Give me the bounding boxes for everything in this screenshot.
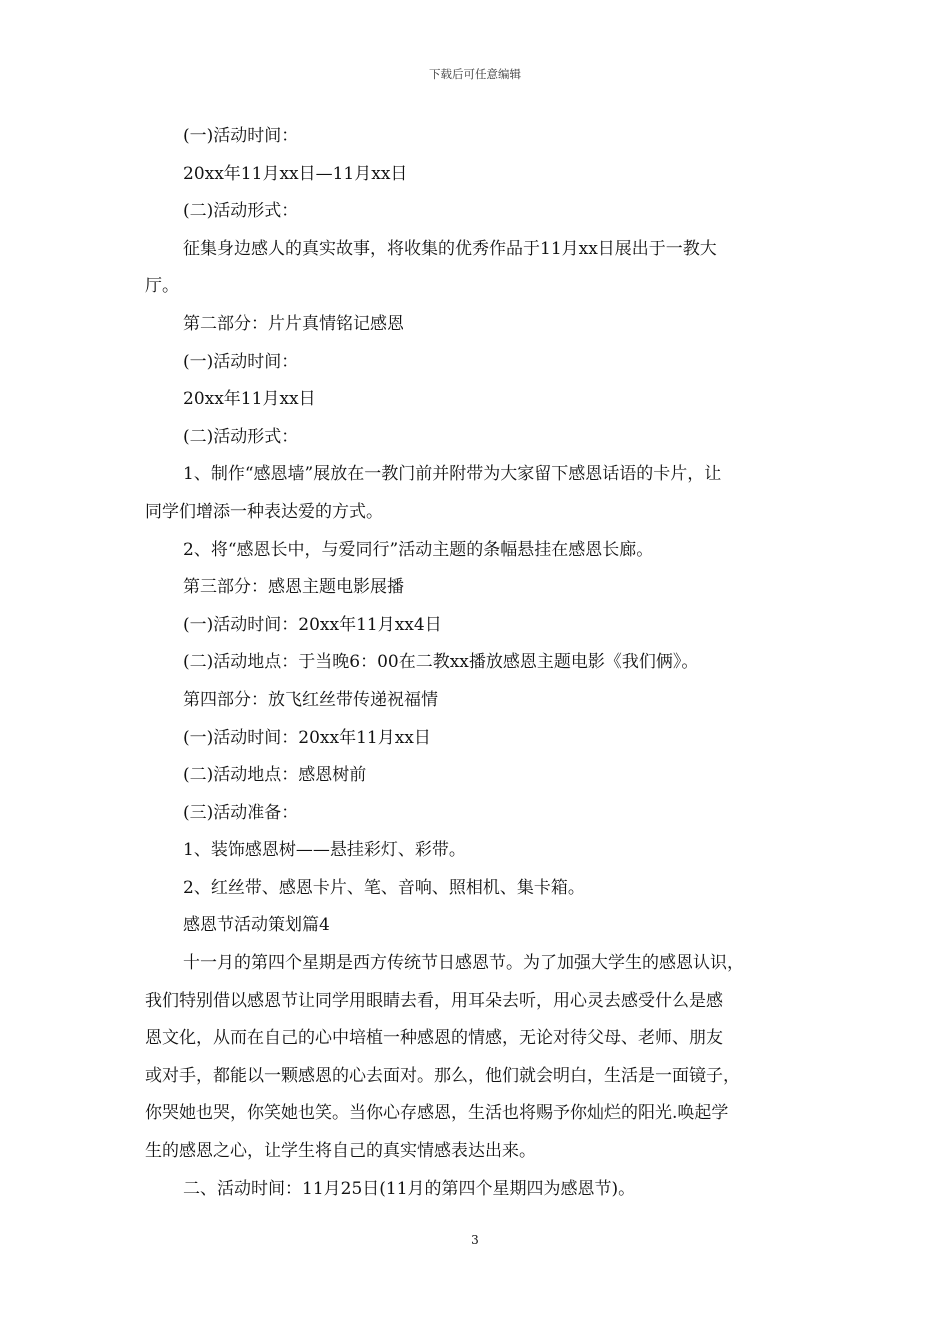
text-line: (二)活动形式： — [183, 426, 299, 447]
text-line: 或对手，都能以一颗感恩的心去面对。那么，他们就会明白，生活是一面镜子， — [145, 1065, 740, 1086]
page-number: 3 — [471, 1233, 479, 1247]
text-line: 同学们增添一种表达爱的方式。 — [145, 501, 383, 522]
section-heading: 第三部分：感恩主题电影展播 — [183, 577, 404, 598]
text-line: 征集身边感人的真实故事，将收集的优秀作品于11月xx日展出于一教大 — [183, 238, 717, 259]
text-line: 1、装饰感恩树——悬挂彩灯、彩带。 — [183, 840, 466, 861]
text-line: 20xx年11月xx日 — [183, 389, 316, 410]
section-heading: 第四部分：放飞红丝带传递祝福情 — [183, 689, 438, 710]
text-line: (一)活动时间：20xx年11月xx4日 — [183, 614, 442, 635]
text-line: 你哭她也哭，你笑她也笑。当你心存感恩，生活也将赐予你灿烂的阳光.唤起学 — [145, 1103, 729, 1124]
text-line: 二、活动时间：11月25日(11月的第四个星期四为感恩节)。 — [183, 1178, 636, 1199]
text-line: 2、将“感恩长中，与爱同行”活动主题的条幅悬挂在感恩长廊。 — [183, 539, 654, 560]
text-line: 2、红丝带、感恩卡片、笔、音响、照相机、集卡箱。 — [183, 877, 585, 898]
document-body — [145, 118, 805, 1208]
text-line: 1、制作“感恩墙”展放在一教门前并附带为大家留下感恩话语的卡片，让 — [183, 464, 722, 485]
text-line: (一)活动时间： — [183, 351, 299, 372]
text-line: 厅。 — [145, 276, 179, 297]
text-line: 20xx年11月xx日—11月xx日 — [183, 163, 408, 184]
section-heading: 感恩节活动策划篇4 — [183, 915, 330, 936]
text-line: (三)活动准备： — [183, 802, 299, 823]
text-line: 我们特别借以感恩节让同学用眼睛去看，用耳朵去听，用心灵去感受什么是感 — [145, 990, 723, 1011]
text-line: 生的感恩之心，让学生将自己的真实情感表达出来。 — [145, 1141, 536, 1162]
text-line: (二)活动地点：于当晚6：00在二教xx播放感恩主题电影《我们俩》。 — [183, 652, 699, 673]
text-line: 十一月的第四个星期是西方传统节日感恩节。为了加强大学生的感恩认识， — [183, 953, 744, 974]
text-line: (二)活动地点：感恩树前 — [183, 765, 367, 786]
text-line: (一)活动时间： — [183, 126, 299, 146]
text-line: (一)活动时间：20xx年11月xx日 — [183, 727, 431, 748]
page-header: 下载后可任意编辑 — [429, 67, 521, 81]
text-line: 恩文化，从而在自己的心中培植一种感恩的情感，无论对待父母、老师、朋友 — [145, 1028, 723, 1049]
section-heading: 第二部分：片片真情铭记感恩 — [183, 313, 404, 334]
text-line: (二)活动形式： — [183, 201, 299, 222]
